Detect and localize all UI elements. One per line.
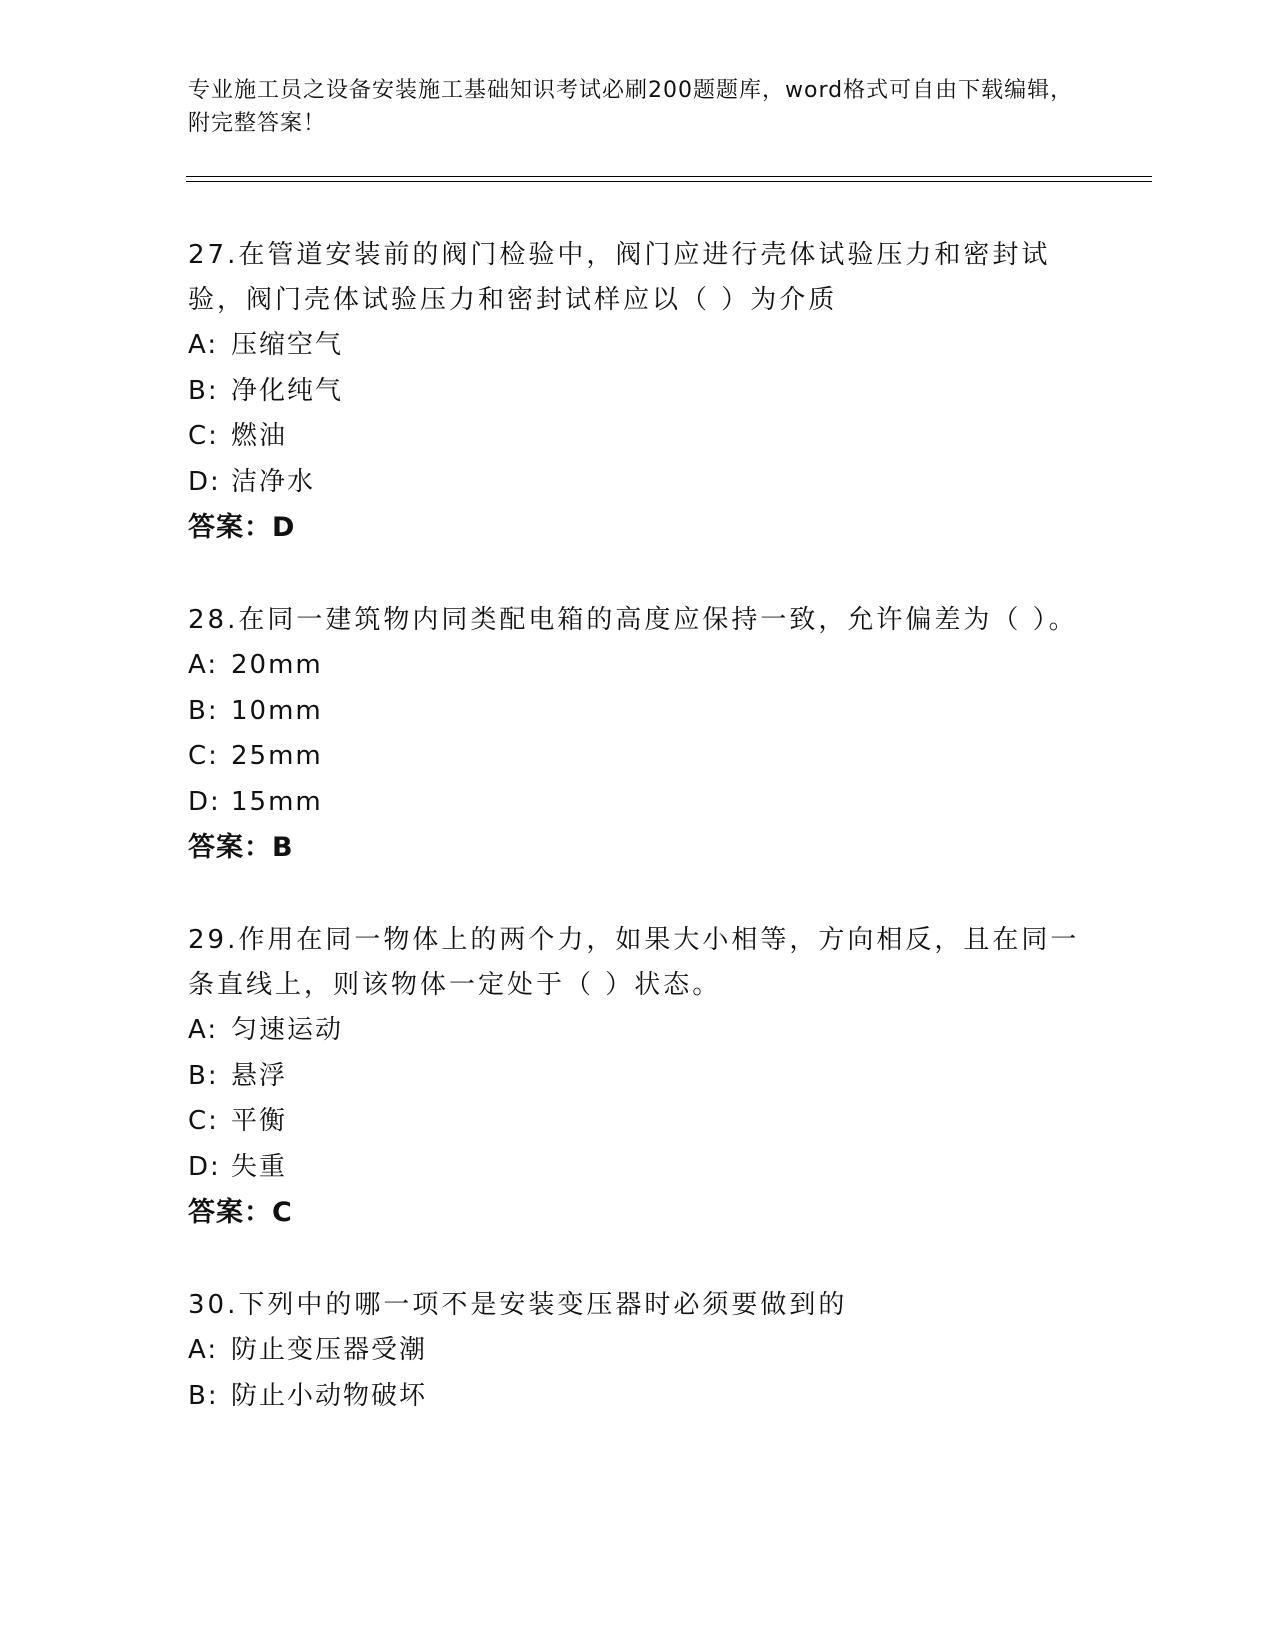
- answer-line: [188, 825, 1088, 871]
- question-list: [188, 233, 1088, 1466]
- question-body: 在管道安装前的阀门检验中，阀门应进行壳体试验压力和密封试验，阀门壳体试验压力和密封试样应以（ ）为介质: [188, 240, 1051, 315]
- option-item: [188, 369, 1088, 415]
- question-number: 27.: [188, 240, 239, 270]
- option-item: [188, 643, 1088, 689]
- question-body: 在同一建筑物内同类配电箱的高度应保持一致，允许偏差为（ ）。: [238, 605, 1078, 635]
- option-item: [188, 734, 1088, 780]
- option-item: [188, 414, 1088, 460]
- option-letter: A:: [188, 650, 219, 680]
- option-item: [188, 460, 1088, 506]
- question-body: 下列中的哪一项不是安装变压器时必须要做到的: [238, 1290, 848, 1320]
- header-divider-bottom: [186, 181, 1152, 182]
- answer-label: 答案：: [188, 832, 272, 863]
- option-text: 20mm: [231, 650, 323, 680]
- option-letter: C:: [188, 1106, 219, 1136]
- option-item: [188, 1328, 1088, 1374]
- option-letter: B:: [188, 1380, 219, 1411]
- option-text: 防止小动物破坏: [231, 1380, 428, 1411]
- question-number: 30.: [188, 1290, 239, 1320]
- option-item: [188, 1054, 1088, 1100]
- header-divider-top: [186, 176, 1152, 177]
- question-number: 29.: [188, 925, 239, 955]
- option-letter: A:: [188, 1015, 219, 1045]
- option-letter: A:: [188, 1335, 219, 1365]
- option-item: [188, 780, 1088, 826]
- answer-label: 答案：: [188, 1197, 272, 1228]
- option-item: [188, 1145, 1088, 1191]
- option-text: 燃油: [231, 421, 288, 451]
- option-letter: C:: [188, 741, 219, 771]
- question-text: [188, 918, 1088, 1008]
- option-letter: D:: [188, 1151, 221, 1182]
- option-text: 15mm: [231, 786, 323, 817]
- option-letter: C:: [188, 421, 219, 451]
- option-item: [188, 323, 1088, 369]
- question-block: [188, 918, 1088, 1236]
- answer-label: 答案：: [188, 512, 272, 543]
- question-text: [188, 598, 1088, 643]
- option-letter: D:: [188, 786, 221, 817]
- answer-value: B: [272, 832, 294, 863]
- option-text: 悬浮: [231, 1060, 288, 1091]
- question-block: [188, 1283, 1088, 1419]
- option-letter: B:: [188, 1060, 219, 1091]
- option-text: 匀速运动: [231, 1015, 344, 1045]
- option-letter: A:: [188, 330, 219, 360]
- answer-value: D: [272, 512, 296, 543]
- option-item: [188, 1008, 1088, 1054]
- question-block: [188, 598, 1088, 871]
- option-letter: B:: [188, 695, 219, 726]
- option-text: 压缩空气: [231, 330, 344, 360]
- option-letter: D:: [188, 466, 221, 497]
- option-text: 平衡: [231, 1106, 288, 1136]
- question-number: 28.: [188, 605, 239, 635]
- option-text: 10mm: [231, 695, 323, 726]
- question-text: [188, 233, 1088, 323]
- answer-value: C: [272, 1197, 293, 1228]
- document-header: 专业施工员之设备安装施工基础知识考试必刷200题题库，word格式可自由下载编辑，附完整答案！: [188, 78, 1074, 136]
- option-text: 净化纯气: [231, 375, 344, 406]
- answer-line: [188, 505, 1088, 551]
- question-block: [188, 233, 1088, 551]
- option-item: [188, 1099, 1088, 1145]
- option-item: [188, 689, 1088, 735]
- question-body: 作用在同一物体上的两个力，如果大小相等，方向相反，且在同一条直线上，则该物体一定处于（ ）状态。: [188, 925, 1080, 1000]
- option-text: 25mm: [231, 741, 323, 771]
- option-text: 防止变压器受潮: [231, 1335, 428, 1365]
- option-letter: B:: [188, 375, 219, 406]
- option-text: 失重: [231, 1151, 288, 1182]
- option-item: [188, 1374, 1088, 1420]
- answer-line: [188, 1190, 1088, 1236]
- option-text: 洁净水: [231, 466, 316, 497]
- question-text: [188, 1283, 1088, 1328]
